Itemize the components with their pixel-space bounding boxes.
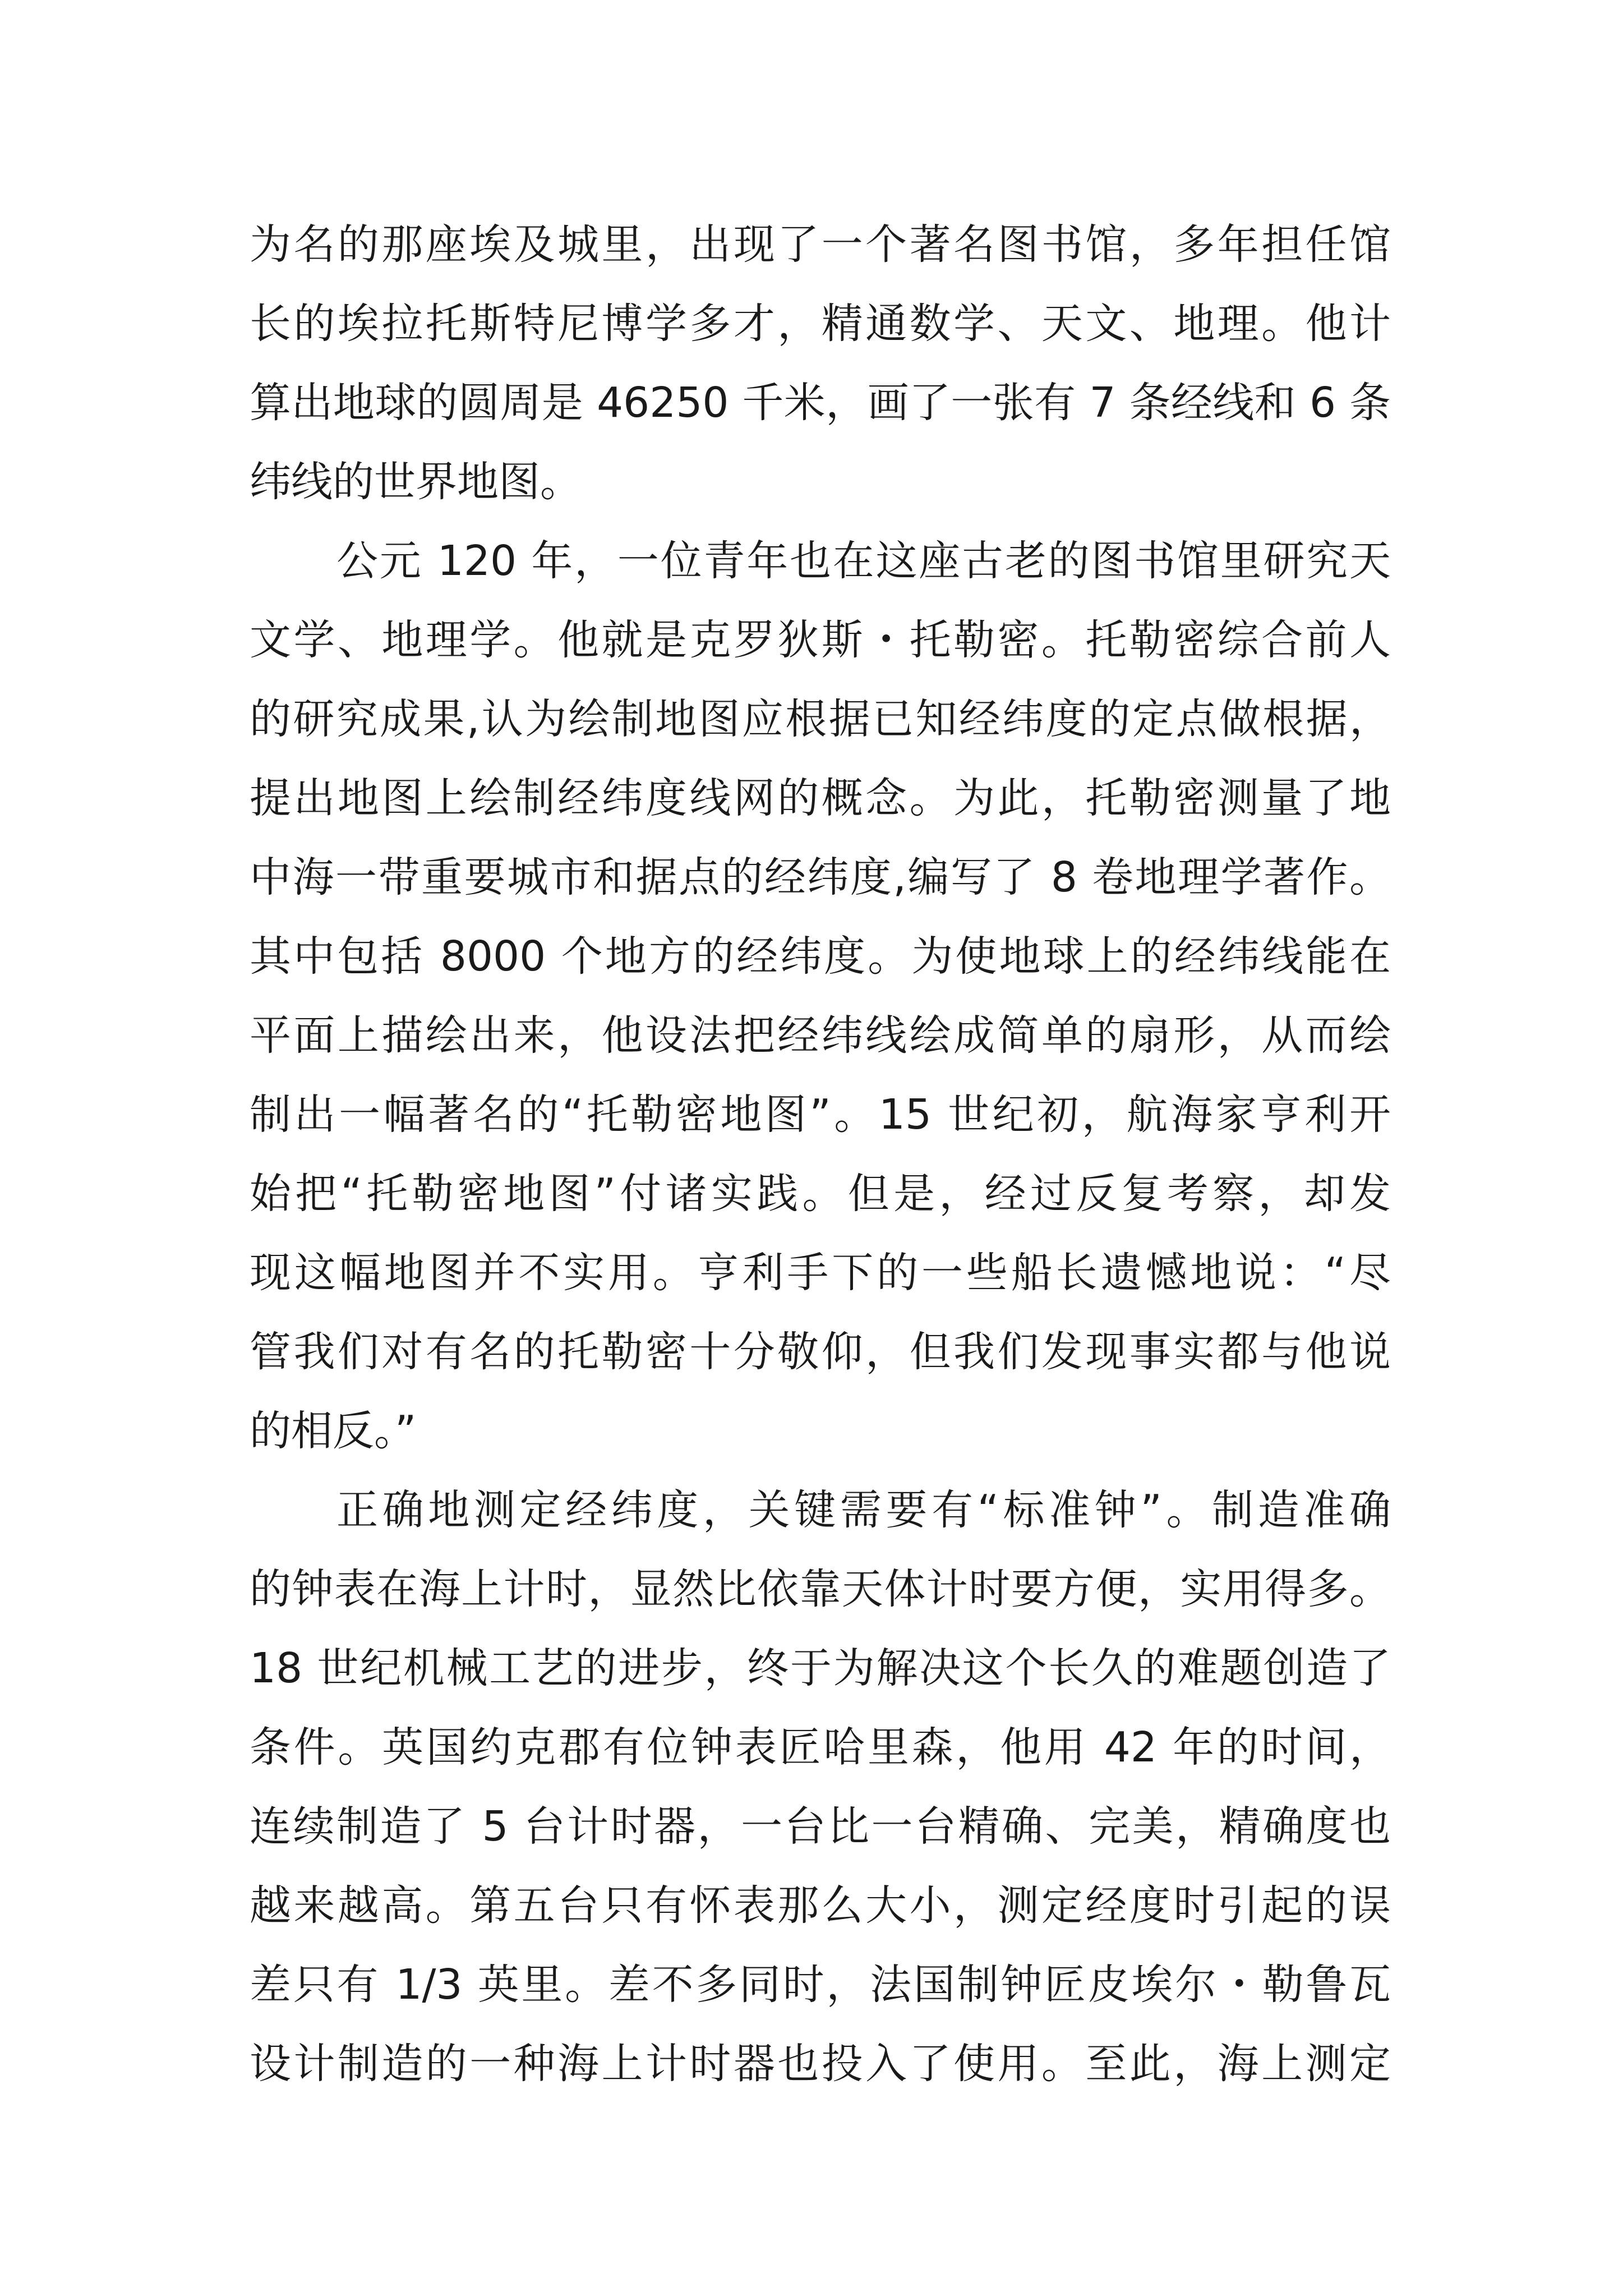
text-line: 算出地球的圆周是 46250 千米，画了一张有 7 条经线和 6 条 bbox=[250, 379, 1391, 427]
text-line: 设计制造的一种海上计时器也投入了使用。至此，海上测定 bbox=[250, 2040, 1391, 2088]
text-line: 平面上描绘出来，他设法把经纬线绘成简单的扇形，从而绘 bbox=[250, 1011, 1391, 1060]
text-line: 中海一带重要城市和据点的经纬度,编写了 8 卷地理学著作。 bbox=[250, 853, 1391, 901]
text-line: 条件。英国约克郡有位钟表匠哈里森，他用 42 年的时间， bbox=[250, 1723, 1391, 1772]
text-line: 文学、地理学。他就是克罗狄斯・托勒密。托勒密综合前人 bbox=[250, 616, 1391, 664]
text-line: 的研究成果,认为绘制地图应根据已知经纬度的定点做根据， bbox=[250, 695, 1391, 743]
text-line: 其中包括 8000 个地方的经纬度。为使地球上的经纬线能在 bbox=[250, 932, 1391, 981]
text-line: 制出一幅著名的“托勒密地图”。15 世纪初，航海家亨利开 bbox=[250, 1091, 1391, 1139]
text-line: 为名的那座埃及城里，出现了一个著名图书馆，多年担任馆 bbox=[250, 220, 1391, 269]
text-line: 越来越高。第五台只有怀表那么大小，测定经度时引起的误 bbox=[250, 1881, 1391, 1930]
text-line: 18 世纪机械工艺的进步，终于为解决这个长久的难题创造了 bbox=[250, 1644, 1391, 1692]
text-line: 现这幅地图并不实用。亨利手下的一些船长遗憾地说：“尽 bbox=[250, 1249, 1391, 1297]
text-line: 始把“托勒密地图”付诸实践。但是，经过反复考察，却发 bbox=[250, 1170, 1391, 1218]
text-line: 纬线的世界地图。 bbox=[250, 458, 582, 506]
text-line: 长的埃拉托斯特尼博学多才，精通数学、天文、地理。他计 bbox=[250, 300, 1391, 348]
text-line: 提出地图上绘制经纬度线网的概念。为此，托勒密测量了地 bbox=[250, 774, 1391, 822]
text-line: 连续制造了 5 台计时器，一台比一台精确、完美，精确度也 bbox=[250, 1802, 1391, 1851]
text-line: 管我们对有名的托勒密十分敬仰，但我们发现事实都与他说 bbox=[250, 1328, 1391, 1376]
text-line: 差只有 1/3 英里。差不多同时，法国制钟匠皮埃尔・勒鲁瓦 bbox=[250, 1961, 1391, 2009]
text-line: 公元 120 年，一位青年也在这座古老的图书馆里研究天 bbox=[336, 537, 1391, 585]
text-line: 的钟表在海上计时，显然比依靠天体计时要方便，实用得多。 bbox=[250, 1565, 1391, 1613]
text-line: 正确地测定经纬度，关键需要有“标准钟”。制造准确 bbox=[336, 1486, 1391, 1534]
text-line: 的相反。” bbox=[250, 1407, 417, 1455]
